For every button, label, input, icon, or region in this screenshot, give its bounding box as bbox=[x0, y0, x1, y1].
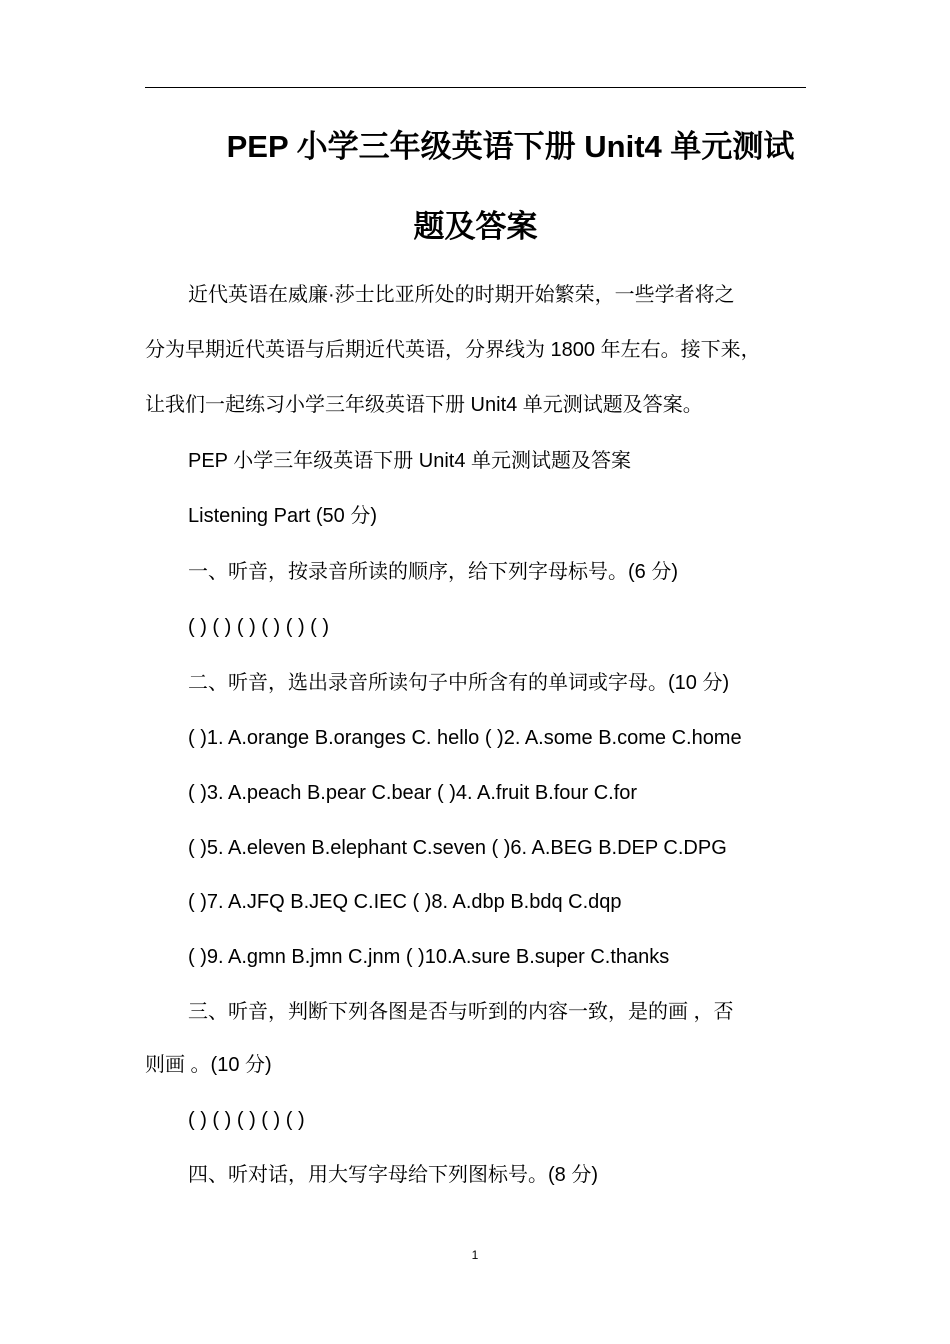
section-2-item: ( )5. A.eleven B.elephant C.seven ( )6. A.BEG B.DEP C.DPG bbox=[188, 837, 727, 859]
section-4-heading: 四、听对话，用大写字母给下列图标号。(8 分) bbox=[188, 1164, 598, 1186]
listening-part-heading: Listening Part (50 分) bbox=[188, 505, 377, 527]
header-rule bbox=[145, 87, 806, 88]
section-1-blanks: ( ) ( ) ( ) ( ) ( ) ( ) bbox=[188, 616, 330, 638]
section-2-item: ( )7. A.JFQ B.JEQ C.IEC ( )8. A.dbp B.bdq C.dqp bbox=[188, 891, 622, 913]
document-title-line-1: PEP 小学三年级英语下册 Unit4 单元测试 bbox=[226, 129, 795, 164]
section-1-heading: 一、听音，按录音所读的顺序，给下列字母标号。(6 分) bbox=[188, 561, 678, 583]
intro-paragraph-line-3: 让我们一起练习小学三年级英语下册 Unit4 单元测试题及答案。 bbox=[145, 394, 703, 416]
section-3-blanks: ( ) ( ) ( ) ( ) ( ) bbox=[188, 1109, 305, 1131]
page-number: 1 bbox=[471, 1248, 479, 1262]
section-2-item: ( )1. A.orange B.oranges C. hello ( )2. A.some B.come C.home bbox=[188, 727, 742, 749]
section-2-item: ( )3. A.peach B.pear C.bear ( )4. A.fruit B.four C.for bbox=[188, 782, 638, 804]
subtitle: PEP 小学三年级英语下册 Unit4 单元测试题及答案 bbox=[188, 450, 632, 472]
section-3-heading-line-2: 则画 。(10 分) bbox=[145, 1054, 272, 1076]
intro-paragraph-line-2: 分为早期近代英语与后期近代英语，分界线为 1800 年左右。接下来， bbox=[145, 339, 761, 361]
intro-paragraph-line-1: 近代英语在威廉·莎士比亚所处的时期开始繁荣，一些学者将之 bbox=[188, 284, 735, 306]
section-2-item: ( )9. A.gmn B.jmn C.jnm ( )10.A.sure B.super C.thanks bbox=[188, 946, 670, 968]
section-2-heading: 二、听音，选出录音所读句子中所含有的单词或字母。(10 分) bbox=[188, 672, 730, 694]
section-3-heading-line-1: 三、听音，判断下列各图是否与听到的内容一致，是的画 ，否 bbox=[188, 1001, 734, 1023]
document-title-line-2: 题及答案 bbox=[413, 209, 538, 244]
